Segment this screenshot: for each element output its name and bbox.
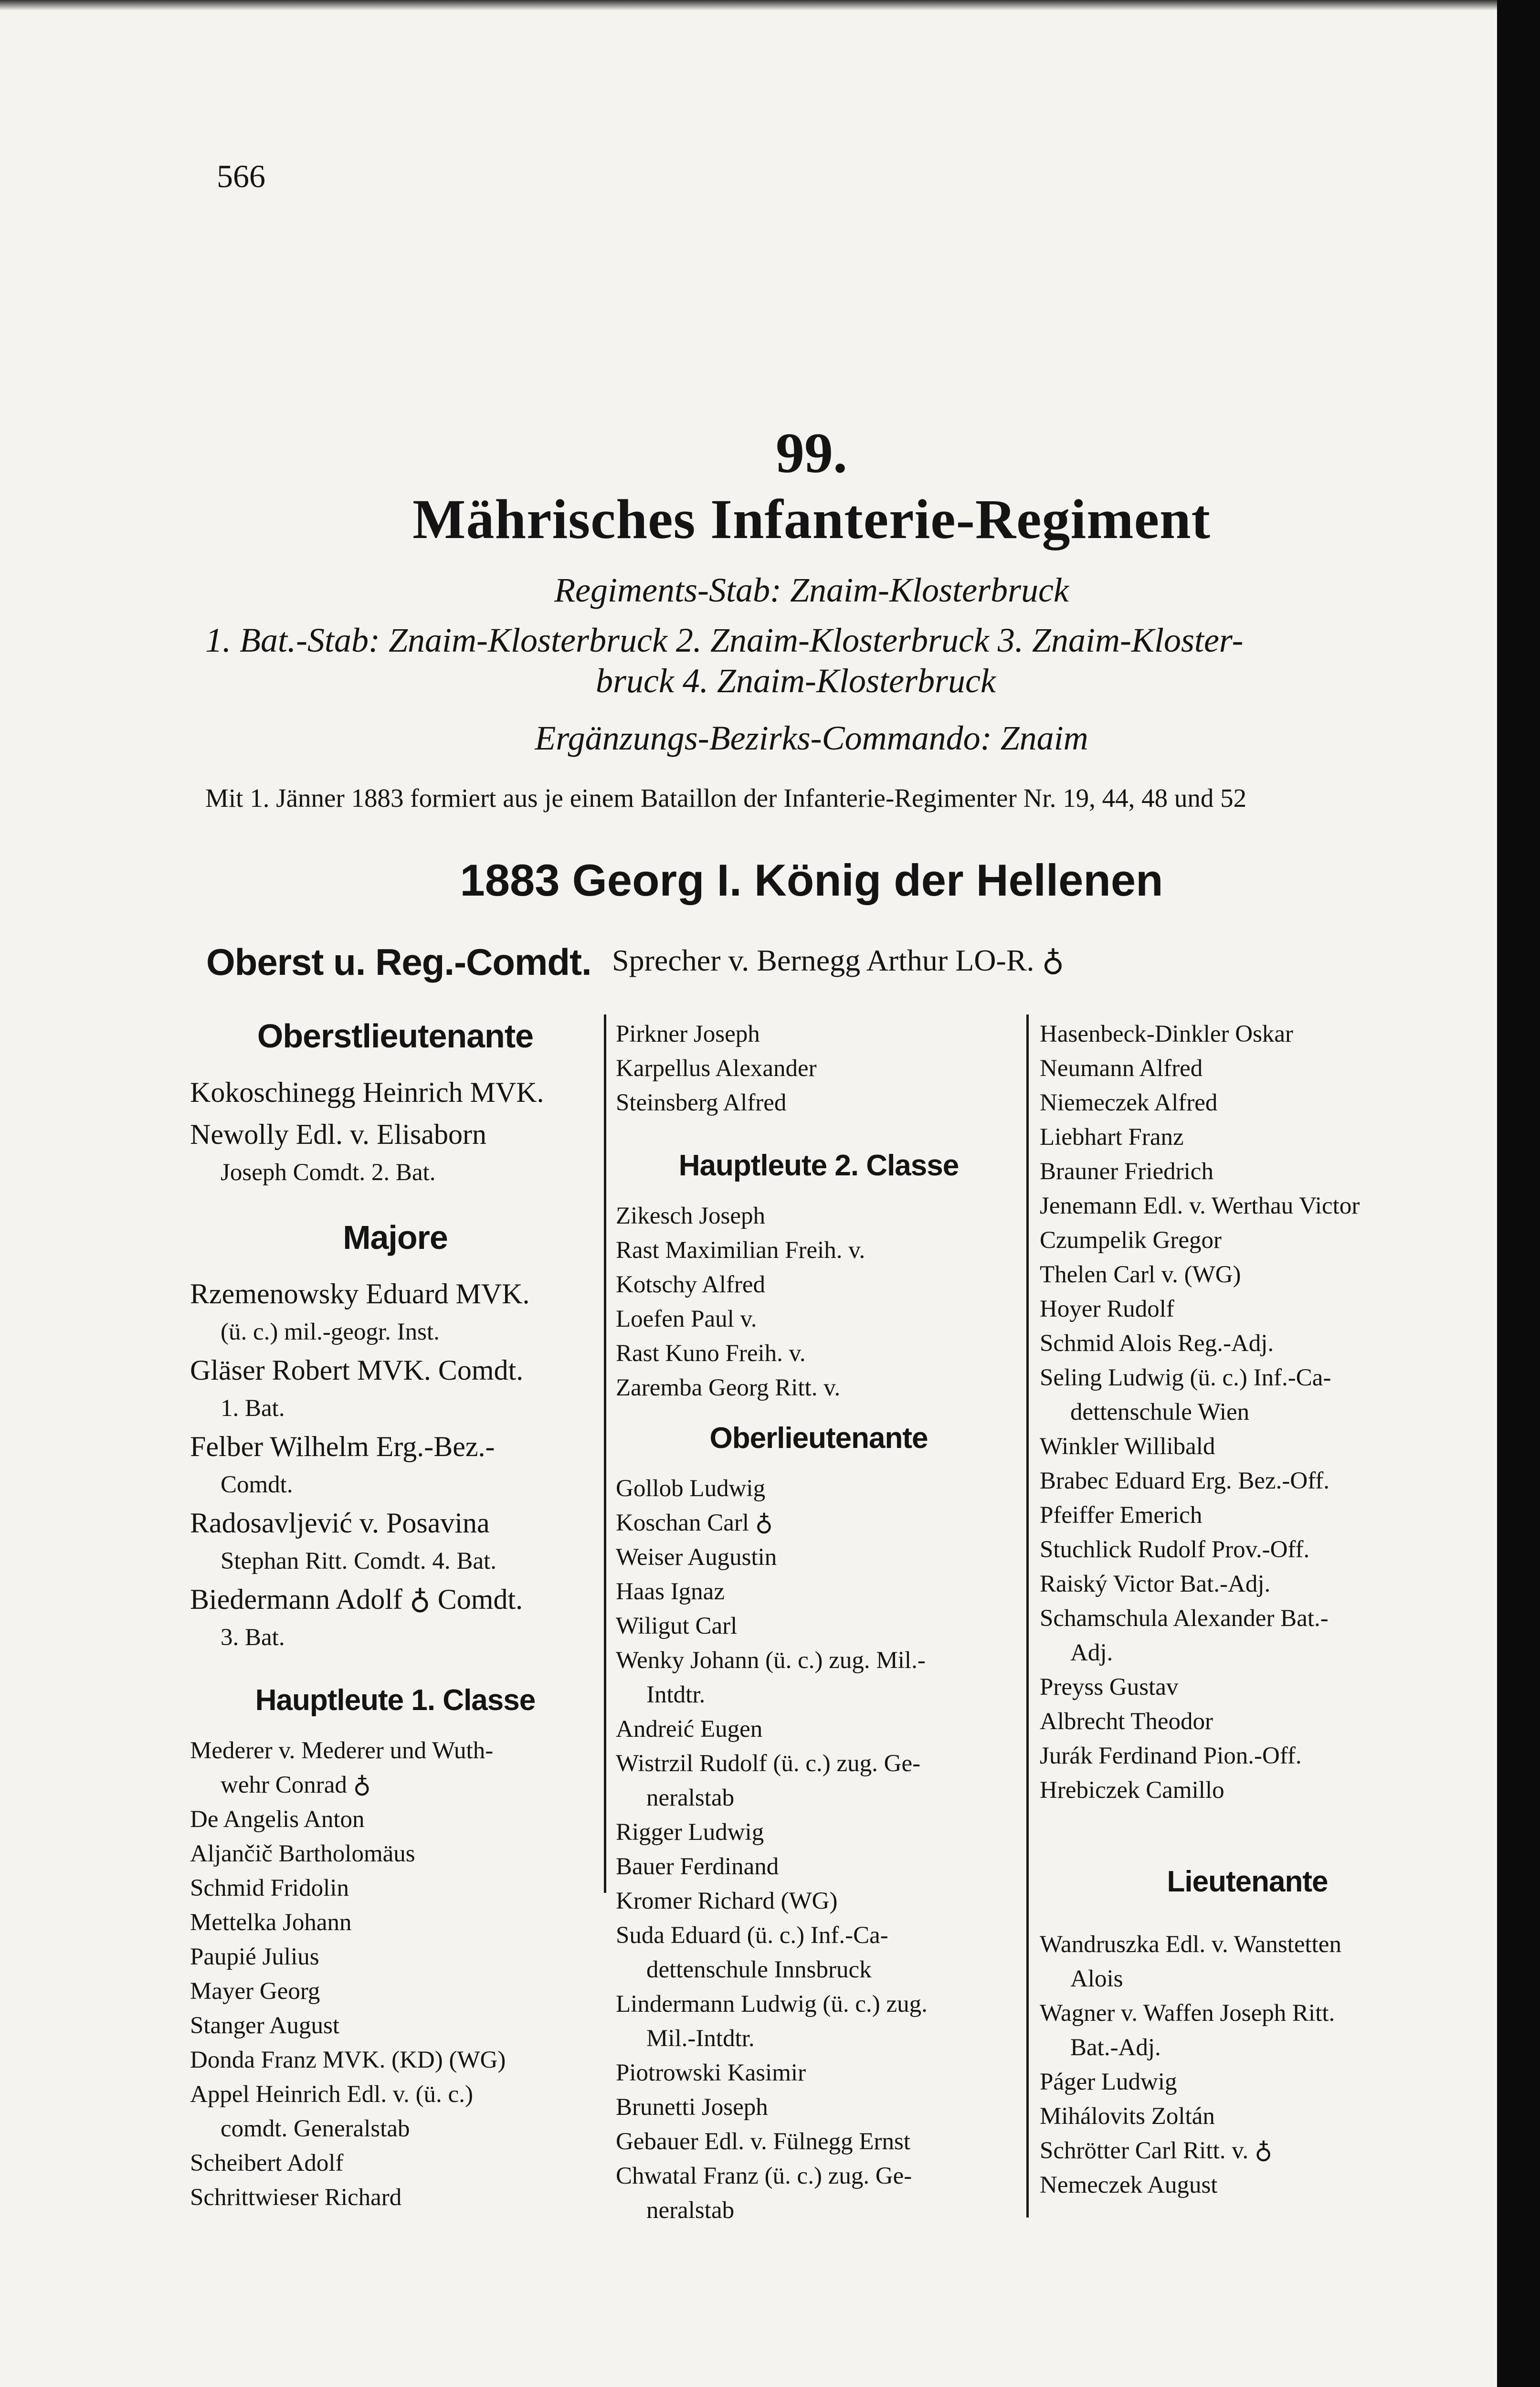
list-item: Schamschula Alexander Bat.-: [1040, 1605, 1329, 1632]
list-item: Winkler Willibald: [1040, 1433, 1215, 1460]
list-item: neralstab: [646, 1785, 735, 1811]
list-item: Mihálovits Zoltán: [1040, 2103, 1215, 2130]
column-2: [616, 1017, 1022, 2228]
list-item: Pfeiffer Emerich: [1040, 1502, 1202, 1529]
list-item: Intdtr.: [646, 1681, 706, 1708]
list-item: Paupié Julius: [190, 1943, 319, 1970]
section-heading: Oberlieutenante: [709, 1422, 928, 1455]
list-item: wehr Conrad ♁: [221, 1772, 371, 1798]
list-item: Joseph Comdt. 2. Bat.: [221, 1159, 436, 1186]
list-item: Wenky Johann (ü. c.) zug. Mil.-: [616, 1647, 926, 1674]
list-item: Gebauer Edl. v. Fülnegg Ernst: [616, 2128, 911, 2155]
ergaenzung-line: Ergänzungs-Bezirks-Commando: Znaim: [535, 719, 1088, 757]
list-item: Newolly Edl. v. Elisaborn: [190, 1119, 487, 1150]
list-item: Wagner v. Waffen Joseph Ritt.: [1040, 2000, 1335, 2027]
list-item: (ü. c.) mil.-geogr. Inst.: [221, 1319, 440, 1345]
list-item: Thelen Carl v. (WG): [1040, 1261, 1241, 1288]
column-divider-1: [604, 1014, 606, 1893]
list-item: Gläser Robert MVK. Comdt.: [190, 1354, 524, 1386]
list-item: Rast Kuno Freih. v.: [616, 1340, 806, 1367]
oberst-rank: Oberst u. Reg.-Comdt.: [206, 941, 591, 983]
list-item: Wistrzil Rudolf (ü. c.) zug. Ge-: [616, 1750, 921, 1777]
list-item: Rigger Ludwig: [616, 1819, 764, 1846]
list-item: neralstab: [646, 2197, 735, 2224]
list-item: Stephan Ritt. Comdt. 4. Bat.: [221, 1548, 497, 1574]
list-item: Brauner Friedrich: [1040, 1158, 1213, 1185]
regiment-hq-line: Regiments-Stab: Znaim-Klosterbruck: [554, 571, 1069, 609]
list-item: Steinsberg Alfred: [616, 1089, 787, 1116]
list-item: 1. Bat.: [221, 1395, 285, 1422]
list-item: Schmid Alois Reg.-Adj.: [1040, 1330, 1274, 1357]
page-top-edge: [0, 0, 1540, 11]
section-heading: Lieutenante: [1167, 1865, 1328, 1898]
list-item: Piotrowski Kasimir: [616, 2060, 806, 2086]
section-heading: Majore: [343, 1219, 448, 1256]
list-item: Páger Ludwig: [1040, 2069, 1177, 2095]
list-item: Nemeczek August: [1040, 2172, 1218, 2198]
section-heading: Hauptleute 1. Classe: [255, 1684, 536, 1717]
list-item: Karpellus Alexander: [616, 1055, 817, 1082]
page-number: 566: [217, 158, 265, 194]
list-item: Preyss Gustav: [1040, 1674, 1179, 1700]
list-item: Jenemann Edl. v. Werthau Victor: [1040, 1193, 1360, 1219]
list-item: Stuchlick Rudolf Prov.-Off.: [1040, 1536, 1310, 1563]
list-item: Schrittwieser Richard: [190, 2184, 402, 2211]
list-item: Hasenbeck-Dinkler Oskar: [1040, 1021, 1294, 1047]
column-3: [1040, 1017, 1455, 2202]
list-item: Hrebiczek Camillo: [1040, 1777, 1224, 1804]
list-item: Scheibert Adolf: [190, 2150, 344, 2176]
list-item: Suda Eduard (ü. c.) Inf.-Ca-: [616, 1922, 888, 1949]
list-item: Comdt.: [221, 1471, 293, 1498]
list-item: dettenschule Innsbruck: [646, 1956, 872, 1983]
list-item: Chwatal Franz (ü. c.) zug. Ge-: [616, 2163, 912, 2189]
list-item: Radosavljević v. Posavina: [190, 1507, 490, 1539]
list-item: Weiser Augustin: [616, 1544, 777, 1571]
list-item: Albrecht Theodor: [1040, 1708, 1213, 1735]
list-item: Felber Wilhelm Erg.-Bez.-: [190, 1431, 495, 1462]
list-item: Kotschy Alfred: [616, 1271, 766, 1298]
formation-note: Mit 1. Jänner 1883 formiert aus je einem Bataillon der Infanterie-Regimenter Nr. 19, 44, 48 und 52: [205, 783, 1247, 813]
section-heading: Oberstlieutenante: [257, 1017, 534, 1055]
list-item: Seling Ludwig (ü. c.) Inf.-Ca-: [1040, 1364, 1331, 1391]
list-item: Bat.-Adj.: [1070, 2034, 1161, 2061]
battalions-line-2: bruck 4. Znaim-Klosterbruck: [596, 662, 996, 700]
list-item: Liebhart Franz: [1040, 1124, 1184, 1151]
list-item: Mil.-Intdtr.: [646, 2025, 755, 2052]
list-item: Appel Heinrich Edl. v. (ü. c.): [190, 2081, 473, 2108]
list-item: Mayer Georg: [190, 1978, 320, 2005]
list-item: Wiligut Carl: [616, 1613, 738, 1639]
list-item: Zikesch Joseph: [616, 1203, 766, 1229]
list-item: Raiský Victor Bat.-Adj.: [1040, 1571, 1271, 1597]
list-item: Rzemenowsky Eduard MVK.: [190, 1278, 530, 1310]
list-item: Niemeczek Alfred: [1040, 1089, 1218, 1116]
list-item: Mederer v. Mederer und Wuth-: [190, 1737, 494, 1764]
list-item: Loefen Paul v.: [616, 1306, 757, 1332]
list-item: Schmid Fridolin: [190, 1875, 349, 1901]
page-right-edge: [1497, 0, 1540, 2387]
list-item: De Angelis Anton: [190, 1806, 365, 1833]
list-item: Pirkner Joseph: [616, 1021, 760, 1047]
list-item: Jurák Ferdinand Pion.-Off.: [1040, 1743, 1302, 1769]
list-item: Haas Ignaz: [616, 1578, 725, 1605]
list-item: comdt. Generalstab: [221, 2115, 410, 2142]
list-item: Lindermann Ludwig (ü. c.) zug.: [616, 1991, 928, 2017]
battalions-line-1: 1. Bat.-Stab: Znaim-Klosterbruck 2. Znaim-Klosterbruck 3. Znaim-Kloster-: [205, 621, 1244, 659]
list-item: 3. Bat.: [221, 1624, 285, 1651]
regiment-name: Mährisches Infanterie-Regiment: [412, 488, 1211, 550]
list-item: Aljančič Bartholomäus: [190, 1840, 415, 1867]
list-item: Mettelka Johann: [190, 1909, 352, 1936]
list-item: Adj.: [1070, 1639, 1113, 1666]
list-item: Schrötter Carl Ritt. v. ♁: [1040, 2137, 1273, 2164]
list-item: Brunetti Joseph: [616, 2094, 768, 2121]
list-item: Kromer Richard (WG): [616, 1888, 838, 1914]
list-item: Bauer Ferdinand: [616, 1853, 779, 1880]
list-item: Stanger August: [190, 2012, 340, 2039]
list-item: Hoyer Rudolf: [1040, 1296, 1174, 1322]
regiment-patron: 1883 Georg I. König der Hellenen: [460, 855, 1163, 905]
list-item: Andreić Eugen: [616, 1716, 763, 1743]
column-divider-2: [1026, 1014, 1029, 2218]
list-item: Rast Maximilian Freih. v.: [616, 1237, 865, 1264]
list-item: Koschan Carl ♁: [616, 1510, 773, 1536]
list-item: Gollob Ludwig: [616, 1475, 766, 1502]
list-item: Donda Franz MVK. (KD) (WG): [190, 2047, 506, 2073]
list-item: Alois: [1070, 1965, 1123, 1992]
list-item: Kokoschinegg Heinrich MVK.: [190, 1077, 544, 1108]
regiment-number: 99.: [776, 421, 847, 485]
list-item: Biedermann Adolf ♁ Comdt.: [190, 1584, 523, 1615]
oberst-name: Sprecher v. Bernegg Arthur LO-R. ♁: [612, 943, 1065, 977]
section-heading: Hauptleute 2. Classe: [678, 1149, 959, 1182]
list-item: Zaremba Georg Ritt. v.: [616, 1374, 841, 1401]
list-item: Wandruszka Edl. v. Wanstetten: [1040, 1931, 1341, 1958]
column-1: [190, 1017, 601, 2215]
list-item: dettenschule Wien: [1070, 1399, 1250, 1426]
list-item: Czumpelik Gregor: [1040, 1227, 1222, 1254]
list-item: Brabec Eduard Erg. Bez.-Off.: [1040, 1468, 1330, 1494]
list-item: Neumann Alfred: [1040, 1055, 1203, 1082]
